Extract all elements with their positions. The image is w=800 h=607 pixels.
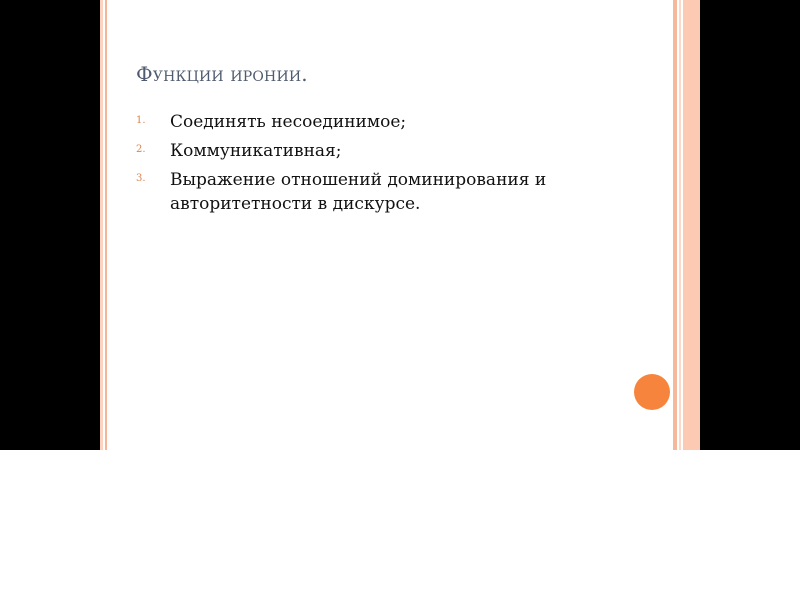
right-stripe-3 xyxy=(683,0,700,450)
right-stripe-1 xyxy=(673,0,677,450)
list-number: 2. xyxy=(136,144,146,155)
slide xyxy=(100,0,700,450)
slide-title: Функции иронии. xyxy=(136,62,308,86)
list-text: Соединять несоединимое; xyxy=(170,112,407,132)
left-stripe xyxy=(100,0,103,450)
list-item xyxy=(136,168,596,216)
list-number: 1. xyxy=(136,115,146,126)
numbered-list xyxy=(136,110,596,221)
list-item xyxy=(136,139,596,163)
right-stripe-2 xyxy=(679,0,681,450)
accent-circle-icon xyxy=(634,374,670,410)
list-item xyxy=(136,110,596,134)
left-stripe-accent xyxy=(105,0,107,450)
list-text: Коммуникативная; xyxy=(170,141,342,161)
list-number: 3. xyxy=(136,173,146,184)
list-text: Выражение отношений доминирования и авторитетности в дискурсе. xyxy=(170,170,547,214)
